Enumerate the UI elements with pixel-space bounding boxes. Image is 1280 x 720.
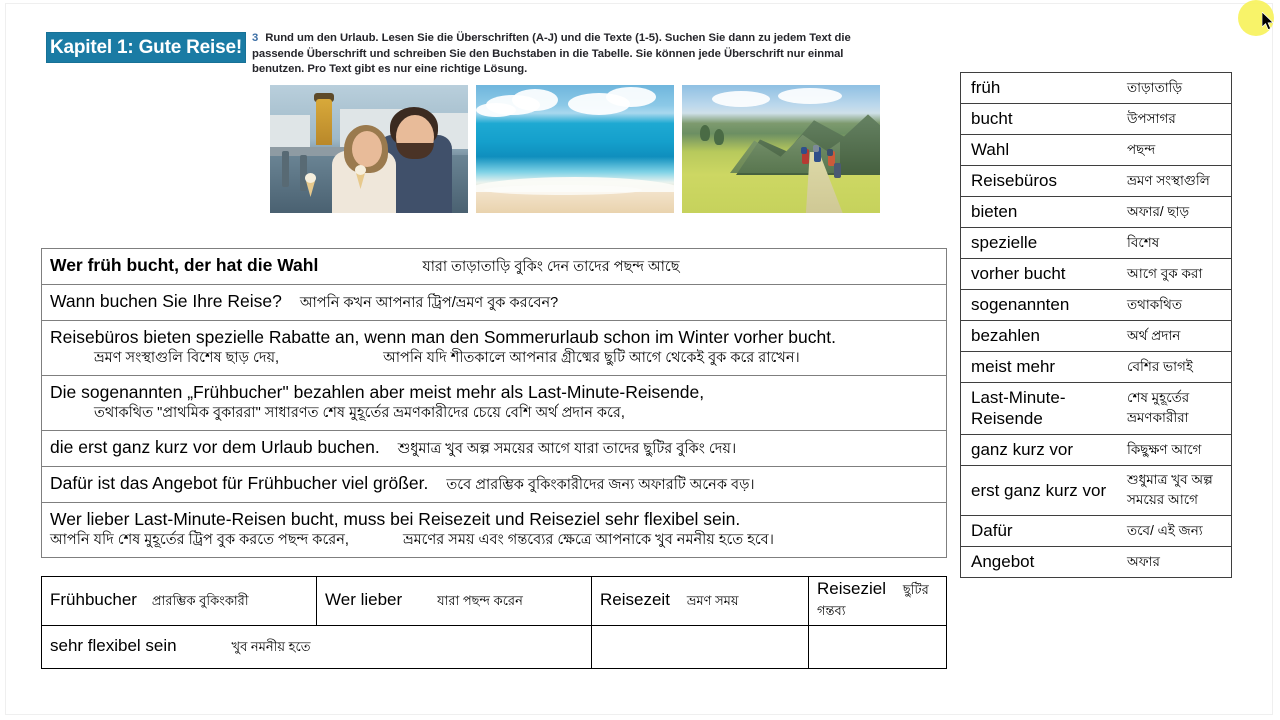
vocabulary-bengali-4: অফার/ ছাড় (1117, 197, 1232, 228)
chapter-badge (46, 32, 246, 63)
vocabulary-german-5: spezielle (961, 228, 1118, 259)
vocabulary-bengali-14: অফার (1117, 547, 1232, 578)
vocabulary-bengali-0: তাড়াতাড়ি (1117, 73, 1232, 104)
chapter-badge-label: Kapitel 1: Gute Reise! (50, 36, 242, 58)
vocabulary-german-7: sogenannten (961, 290, 1118, 321)
vocabulary-row (961, 321, 1232, 352)
answer-cell-2-1[interactable] (42, 626, 592, 669)
mouse-pointer-icon (1262, 12, 1276, 32)
vocabulary-bengali-5: বিশেষ (1117, 228, 1232, 259)
photo-beach-sea (476, 85, 674, 213)
vocabulary-row (961, 435, 1232, 466)
reading-row-2-bengali: আপনি কখন আপনার ট্রিপ/ভ্রমণ বুক করবেন? (299, 295, 559, 311)
answer-cell-2-1-german: sehr flexibel sein (50, 635, 177, 655)
photo-couple-harbor-ice-cream (270, 85, 468, 213)
vocabulary-bengali-13: তবে/ এই জন্য (1117, 516, 1232, 547)
vocabulary-table (960, 72, 1232, 578)
reading-row-1-german: Wer früh bucht, der hat die Wahl (50, 255, 319, 275)
reading-text-table (41, 248, 947, 558)
vocabulary-bengali-12: শুধুমাত্র খুব অল্প সময়ের আগে (1117, 466, 1232, 516)
instruction-line-3: benutzen. Pro Text gibt es nur eine richtige Lösung. (252, 63, 528, 75)
instruction-line-2: passende Überschrift und schreiben Sie den Buchstaben in die Tabelle. Sie können jede Überschrift nur einmal (252, 47, 844, 60)
vocabulary-row (961, 228, 1232, 259)
answer-cell-1-2[interactable] (317, 577, 592, 626)
answer-cell-2-2[interactable] (592, 626, 809, 669)
vocabulary-bengali-1: উপসাগর (1117, 104, 1232, 135)
vocabulary-bengali-9: বেশির ভাগই (1117, 352, 1232, 383)
answer-cell-2-1-bengali: খুব নমনীয় হতে (231, 638, 311, 654)
answer-cell-1-3-bengali: ভ্রমণ সময় (686, 592, 739, 608)
table-row (42, 376, 947, 431)
vocabulary-german-8: bezahlen (961, 321, 1118, 352)
answer-grid-row-2 (42, 626, 947, 669)
reading-row-3 (42, 321, 946, 375)
task-instruction (252, 31, 897, 78)
reading-row-7-german: Wer lieber Last-Minute-Reisen bucht, muss bei Reisezeit und Reiseziel sehr flexibel sein. (50, 509, 741, 529)
vocabulary-german-13: Dafür (961, 516, 1118, 547)
vocabulary-german-14: Angebot (961, 547, 1118, 578)
reading-row-6 (42, 467, 946, 502)
answer-cell-1-3[interactable] (592, 577, 809, 626)
answer-cell-1-2-bengali: যারা পছন্দ করেন (437, 592, 523, 608)
vocabulary-row (961, 259, 1232, 290)
vocabulary-row (961, 547, 1232, 578)
vocabulary-german-12: erst ganz kurz vor (961, 466, 1118, 516)
vocabulary-bengali-8: অর্থ প্রদান (1117, 321, 1232, 352)
photo-hikers-mountain-meadow (682, 85, 880, 213)
answer-cell-1-3-german: Reisezeit (600, 589, 670, 609)
reading-row-1-bengali: যারা তাড়াতাড়ি বুকিং দেন তাদের পছন্দ আছে (422, 259, 680, 275)
vocabulary-german-1: bucht (961, 104, 1118, 135)
vocabulary-bengali-11: কিছুক্ষণ আগে (1117, 435, 1232, 466)
vocabulary-german-6: vorher bucht (961, 259, 1118, 290)
table-row (42, 503, 947, 558)
vocabulary-row (961, 197, 1232, 228)
vocabulary-german-9: meist mehr (961, 352, 1118, 383)
vocabulary-row (961, 383, 1232, 435)
table-row (42, 321, 947, 376)
reading-row-4 (42, 376, 946, 430)
answer-cell-1-2-german: Wer lieber (325, 589, 403, 609)
vocabulary-german-4: bieten (961, 197, 1118, 228)
vocabulary-row (961, 104, 1232, 135)
reading-row-2-german: Wann buchen Sie Ihre Reise? (50, 291, 282, 311)
table-row (42, 431, 947, 467)
reading-row-3-german: Reisebüros bieten spezielle Rabatte an, wenn man den Sommerurlaub schon im Winter vorher bucht. (50, 327, 836, 347)
answer-cell-1-4[interactable] (809, 577, 947, 626)
instruction-text-1: Rund um den Urlaub. Lesen Sie die Überschriften (A-J) und die Texte (1-5). Suchen Sie dann zu jedem Text die (265, 32, 851, 44)
vocabulary-row (961, 516, 1232, 547)
task-number: 3 (252, 32, 259, 44)
reading-row-6-bengali: তবে প্রারম্ভিক বুকিংকারীদের জন্য অফারটি অনেক বড়। (446, 477, 755, 493)
reading-row-4-bengali: তথাকথিত "প্রাথমিক বুকাররা" সাধারণত শেষ মুহূর্তের ভ্রমণকারীদের চেয়ে বেশি অর্থ প্রদান করে, (94, 405, 625, 421)
reading-row-6-german: Dafür ist das Angebot für Frühbucher viel größer. (50, 473, 429, 493)
vocabulary-german-10: Last-Minute-Reisende (961, 383, 1118, 435)
table-row (42, 285, 947, 321)
vocabulary-row (961, 73, 1232, 104)
reading-row-5-german: die erst ganz kurz vor dem Urlaub buchen. (50, 437, 380, 457)
reading-row-3-bengali-right: আপনি যদি শীতকালে আপনার গ্রীষ্মের ছুটি আগে থেকেই বুক করে রাখেন। (383, 350, 800, 366)
answer-grid-table[interactable] (41, 576, 947, 669)
reading-row-2 (42, 285, 946, 320)
reading-row-5-bengali: শুধুমাত্র খুব অল্প সময়ের আগে যারা তাদের ছুটির বুকিং দেয়। (397, 441, 737, 457)
vocabulary-row (961, 352, 1232, 383)
vocabulary-row (961, 166, 1232, 197)
vocabulary-row (961, 290, 1232, 321)
reading-row-1 (42, 249, 946, 284)
table-row (42, 249, 947, 285)
reading-row-7-bengali-left: আপনি যদি শেষ মুহূর্তের ট্রিপ বুক করতে পছন্দ করেন, (50, 532, 349, 548)
vocabulary-german-3: Reisebüros (961, 166, 1118, 197)
vocabulary-german-11: ganz kurz vor (961, 435, 1118, 466)
vocabulary-bengali-3: ভ্রমণ সংস্থাগুলি (1117, 166, 1232, 197)
answer-cell-2-3[interactable] (809, 626, 947, 669)
table-row (42, 467, 947, 503)
vocabulary-row (961, 466, 1232, 516)
reading-row-7-bengali-right: ভ্রমণের সময় এবং গন্তব্যের ক্ষেত্রে আপনাকে খুব নমনীয় হতে হবে। (402, 532, 774, 548)
vocabulary-bengali-2: পছন্দ (1117, 135, 1232, 166)
answer-grid-row-1 (42, 577, 947, 626)
reading-row-7 (42, 503, 946, 557)
instruction-line-1 (252, 31, 897, 47)
vocabulary-german-2: Wahl (961, 135, 1118, 166)
reading-row-4-german: Die sogenannten „Frühbucher" bezahlen aber meist mehr als Last-Minute-Reisende, (50, 382, 705, 402)
photo-strip (270, 85, 880, 213)
vocabulary-row (961, 135, 1232, 166)
vocabulary-bengali-6: আগে বুক করা (1117, 259, 1232, 290)
vocabulary-bengali-7: তথাকথিত (1117, 290, 1232, 321)
reading-row-3-bengali-left: ভ্রমণ সংস্থাগুলি বিশেষ ছাড় দেয়, (94, 350, 280, 366)
reading-row-5 (42, 431, 946, 466)
answer-cell-1-4-german: Reiseziel (817, 579, 886, 598)
vocabulary-bengali-10: শেষ মুহূর্তের ভ্রমণকারীরা (1117, 383, 1232, 435)
answer-cell-1-1[interactable] (42, 577, 317, 626)
vocabulary-german-0: früh (961, 73, 1118, 104)
answer-cell-1-1-german: Frühbucher (50, 589, 137, 609)
answer-cell-1-1-bengali: প্রারম্ভিক বুকিংকারী (151, 592, 249, 608)
answer-cell-1-4-bengali: ছুটির গন্তব্য (817, 582, 929, 618)
